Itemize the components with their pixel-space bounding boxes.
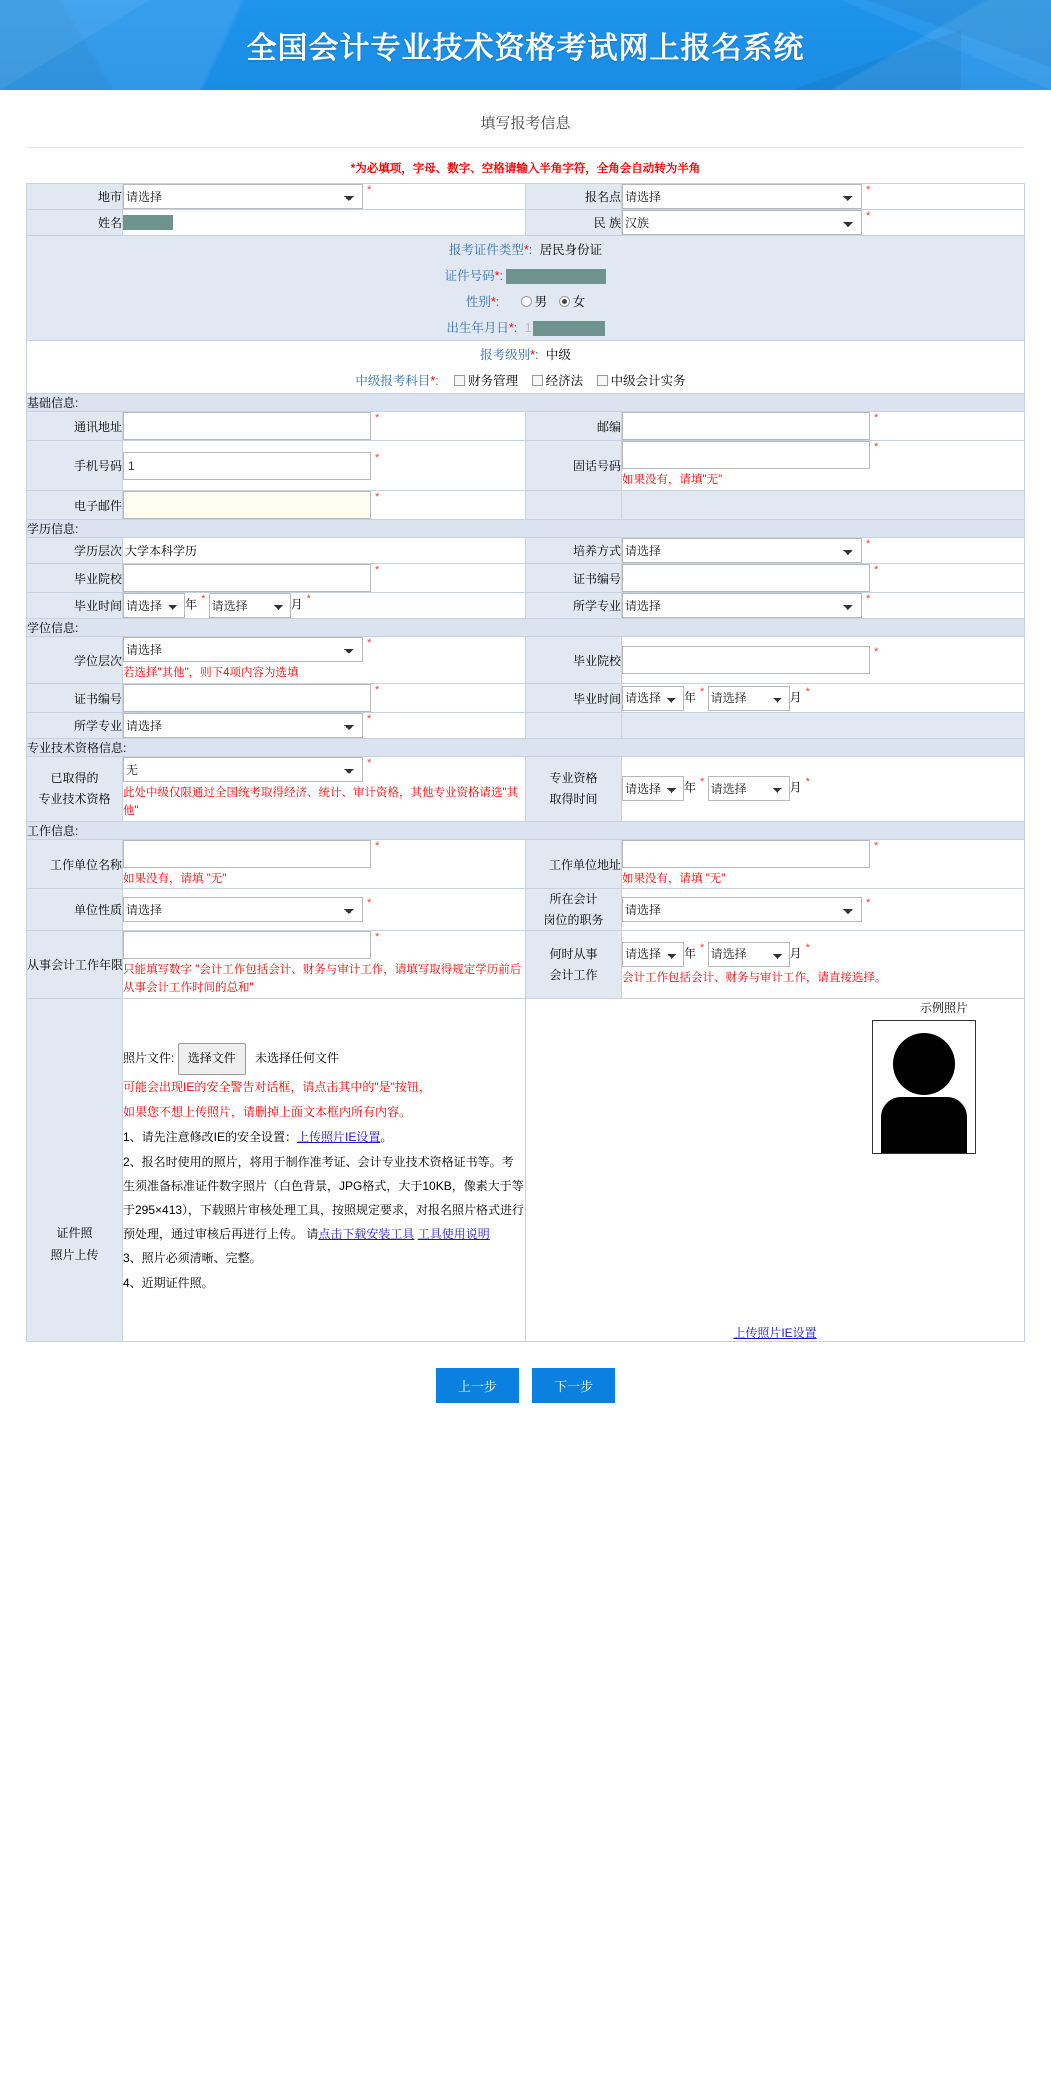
gender-row: 性别*: 男 女 (27, 288, 1024, 314)
registration-form-table (26, 183, 1025, 1342)
header-decor-triangle-left (0, 0, 150, 90)
table-row (27, 564, 1025, 593)
work-post-label (526, 889, 622, 931)
table-row (27, 684, 1025, 713)
zip-field-cell: * (622, 412, 1025, 441)
work-years-label: 从事会计工作年限 (27, 931, 123, 999)
site-select[interactable] (622, 184, 862, 209)
degree-major-label: 所学专业 (27, 713, 123, 739)
table-row (27, 637, 1025, 684)
table-row (27, 821, 1025, 839)
subject-option-2[interactable] (597, 374, 686, 388)
site-header (0, 0, 1051, 90)
edu-grad-field-cell: 请选择 年 * 请选择 月 * (123, 593, 526, 619)
required-fields-note: *为必填项，字母、数字、空格请输入半角字符，全角会自动转为半角 (350, 163, 701, 175)
ie-settings-link-inline[interactable]: 上传照片IE设置 (297, 1129, 381, 1144)
mobile-field-cell: 1* (123, 441, 526, 491)
table-row (27, 593, 1025, 619)
photo-file-label: 照片文件: (123, 1051, 175, 1066)
qual-obtained-label-line1: 已取得的 (50, 771, 99, 786)
cert-type-row: 报考证件类型*: 居民身份证 (448, 243, 603, 257)
section-header-qualification: 专业技术资格信息: (27, 739, 1025, 757)
degree-school-field-cell: * (622, 637, 1025, 684)
degree-school-label: 毕业院校 (526, 637, 622, 684)
edu-level-label: 学历层次 (27, 538, 123, 564)
checkbox-subject-1-icon[interactable] (532, 375, 543, 386)
table-row (27, 619, 1025, 637)
ie-settings-link-wrap (526, 1324, 1024, 1341)
photo-row-label-line1: 证件照 (56, 1226, 93, 1241)
tel-field-cell: * 如果没有，请填"无" (622, 441, 1025, 491)
nation-label: 民 族 (526, 210, 622, 236)
edu-school-label: 毕业院校 (27, 564, 123, 593)
work-company-field-cell: * 如果没有，请填 "无" (123, 839, 526, 889)
degree-level-label: 学位层次 (27, 637, 123, 684)
degree-level-field-cell: 请选择* 若选择"其他"，则下4项内容为选填 (123, 637, 526, 684)
work-post-label-line2: 岗位的职务 (543, 912, 604, 927)
table-row (27, 739, 1025, 757)
work-post-select[interactable] (622, 897, 862, 922)
photo-row-label-line2: 照片上传 (50, 1247, 99, 1262)
birth-row: 出生年月日*: 1 (27, 314, 1024, 340)
table-row (27, 236, 1025, 341)
mobile-input[interactable] (123, 452, 371, 480)
photo-warning-line-2: 如果您不想上传照片，请删掉上面文本框内所有内容。 (123, 1104, 412, 1119)
cert-no-redacted-value (506, 269, 606, 284)
section-header-basic: 基础信息: (27, 394, 1025, 412)
work-nature-select[interactable] (123, 897, 363, 922)
edu-mode-field-cell: 请选择 * (622, 538, 1025, 564)
city-label: 地市 (27, 184, 123, 210)
form-wrap (0, 183, 1051, 1342)
qual-obtained-select[interactable] (123, 757, 363, 782)
degree-certno-input[interactable] (123, 684, 371, 712)
qual-obtained-field-cell: 无* 此处中级仅限通过全国统考取得经济、统计、审计资格，其他专业资格请选"其他" (123, 757, 526, 822)
tel-hint: 如果没有，请填"无" (622, 474, 723, 487)
subject-label-2: 中级会计实务 (610, 374, 686, 389)
edu-certno-label: 证书编号 (526, 564, 622, 593)
work-since-label-line1: 何时从事 (549, 947, 598, 962)
degree-level-hint: 若选择"其他"，则下4项内容为选填 (123, 667, 299, 680)
cert-type-value: 居民身份证 (539, 243, 603, 257)
birth-redacted-value (533, 321, 605, 336)
work-since-field-cell: 请选择年 * 请选择 月 * 会计工作包括会计、财务与审计工作，请直接选择。 (622, 931, 1025, 999)
cert-type-label: 报考证件类型 (448, 243, 524, 257)
photo-warning-line-1: 可能会出现IE的安全警告对话框，请点击其中的"是"按钮， (123, 1079, 431, 1094)
cert-no-row: 证件号码*: (27, 262, 1024, 288)
degree-grad-label: 毕业时间 (526, 684, 622, 713)
sample-photo-image (872, 1020, 976, 1154)
gender-female-label: 女 (572, 295, 586, 310)
qual-obtained-label-line2: 专业技术资格 (38, 791, 111, 806)
degree-major-select[interactable] (123, 713, 363, 738)
work-company-addr-hint: 如果没有，请填 "无" (622, 872, 726, 885)
degree-level-select[interactable] (123, 637, 363, 662)
table-row (27, 713, 1025, 739)
degree-grad-year-select[interactable] (622, 686, 684, 711)
name-redacted-value (123, 215, 173, 230)
address-field-cell: * (123, 412, 526, 441)
identity-readonly-block (27, 236, 1025, 341)
photo-item-3: 3、照片必须清晰、完整。 (123, 1251, 262, 1266)
empty-field-cell (622, 491, 1025, 520)
table-row (27, 341, 1025, 394)
qual-obtained-hint: 此处中级仅限通过全国统考取得经济、统计、审计资格，其他专业资格请选"其他" (123, 787, 519, 817)
work-years-field-cell: * 只能填写数字 "会计工作包括会计、财务与审计工作，请填写取得规定学历前后从事会计工作时间的总和" (123, 931, 526, 999)
work-company-hint: 如果没有，请填 "无" (123, 872, 227, 885)
work-since-month-select[interactable] (708, 942, 790, 967)
gender-male-option[interactable] (521, 292, 548, 310)
prev-step-button[interactable]: 上一步 (436, 1368, 519, 1403)
edu-school-field-cell: * (123, 564, 526, 593)
photo-sample-cell (526, 998, 1025, 1341)
subject-option-1[interactable] (532, 374, 584, 388)
table-row (27, 538, 1025, 564)
table-row (27, 441, 1025, 491)
degree-major-field-cell: 请选择 * (123, 713, 526, 739)
exam-level-row: 报考级别*: 中级 (480, 348, 571, 363)
work-since-hint: 会计工作包括会计、财务与审计工作，请直接选择。 (622, 971, 887, 984)
qual-time-year-select[interactable] (622, 776, 684, 801)
site-field-cell (622, 184, 1025, 210)
work-company-addr-field-cell: * 如果没有，请填 "无" (622, 839, 1025, 889)
site-title: 全国会计专业技术资格考试网上报名系统 (246, 32, 805, 65)
header-decor-triangle-bottom (791, 30, 961, 90)
qual-obtained-label (27, 757, 123, 822)
ie-settings-link[interactable]: 上传照片IE设置 (733, 1325, 817, 1340)
qual-time-label-line2: 取得时间 (549, 791, 598, 806)
email-field-cell: * (123, 491, 526, 520)
work-post-field-cell: 请选择* (622, 889, 1025, 931)
birth-label: 出生年月日 (446, 321, 509, 336)
gender-male-label: 男 (534, 295, 548, 310)
subject-option-0[interactable] (454, 374, 518, 388)
work-since-year-select[interactable] (622, 942, 684, 967)
work-since-label-line2: 会计工作 (549, 967, 598, 982)
empty-field-cell (622, 713, 1025, 739)
required-star: * (866, 184, 871, 196)
photo-file-row (123, 1043, 525, 1074)
file-status-text: 未选择任何文件 (255, 1051, 340, 1066)
photo-instructions-cell (123, 998, 526, 1341)
qual-time-field-cell: 请选择年 * 请选择 月 * (622, 757, 1025, 822)
photo-item-1-pre: 1、请先注意修改IE的安全设置： (123, 1129, 298, 1144)
work-since-label (526, 931, 622, 999)
name-label: 姓名 (27, 210, 123, 236)
edu-school-input[interactable] (123, 564, 371, 592)
degree-certno-field-cell: * (123, 684, 526, 713)
avatar-head-icon (893, 1033, 955, 1095)
edu-grad-label: 毕业时间 (27, 593, 123, 619)
degree-grad-field-cell: 请选择 年 * 请选择 月 * (622, 684, 1025, 713)
table-row (27, 412, 1025, 441)
next-step-button[interactable]: 下一步 (532, 1368, 615, 1403)
qual-time-month-select[interactable] (708, 776, 790, 801)
edu-grad-year-select[interactable] (123, 593, 185, 618)
avatar-body-icon (881, 1097, 967, 1153)
section-header-degree: 学位信息: (27, 619, 1025, 637)
page-title: 填写报考信息 (480, 115, 571, 132)
mobile-label: 手机号码 (27, 441, 123, 491)
site-label: 报名点 (526, 184, 622, 210)
choose-file-button[interactable]: 选择文件 (178, 1043, 246, 1074)
address-input[interactable] (123, 412, 371, 440)
required-star: * (367, 184, 372, 196)
email-input[interactable] (123, 491, 371, 519)
exam-block (27, 341, 1025, 394)
page-title-wrap (0, 90, 1051, 147)
work-years-input[interactable] (123, 931, 371, 959)
city-select[interactable] (123, 184, 363, 209)
city-field-cell (123, 184, 526, 210)
subject-label-1: 经济法 (545, 374, 584, 389)
exam-level-value: 中级 (545, 348, 571, 363)
checkbox-subject-0-icon[interactable] (454, 375, 465, 386)
required-star: * (866, 210, 871, 222)
table-row (27, 394, 1025, 412)
name-field-cell (123, 210, 526, 236)
work-company-label: 工作单位名称 (27, 839, 123, 889)
section-header-work: 工作信息: (27, 821, 1025, 839)
subject-label-0: 财务管理 (468, 374, 519, 389)
tool-manual-link[interactable]: 工具使用说明 (417, 1227, 490, 1242)
section-header-education: 学历信息: (27, 520, 1025, 538)
tel-input[interactable] (622, 441, 870, 469)
edu-level-field-cell (123, 538, 526, 564)
photo-item-4: 4、近期证件照。 (123, 1276, 214, 1291)
cert-no-label: 证件号码 (444, 269, 495, 283)
edu-major-select[interactable] (622, 593, 862, 618)
photo-item-1 (123, 1125, 525, 1150)
table-row-photo (27, 998, 1025, 1341)
email-label: 电子邮件 (27, 491, 123, 520)
photo-item-1-post: 。 (380, 1129, 393, 1144)
empty-label-cell (526, 491, 622, 520)
work-nature-label: 单位性质 (27, 889, 123, 931)
empty-label-cell (526, 713, 622, 739)
table-row (27, 491, 1025, 520)
edu-grad-month-select[interactable] (209, 593, 291, 618)
work-nature-field-cell: 请选择 * (123, 889, 526, 931)
nation-field-cell (622, 210, 1025, 236)
table-row (27, 839, 1025, 889)
work-post-label-line1: 所在会计 (549, 892, 598, 907)
qual-time-label-line1: 专业资格 (549, 771, 598, 786)
qual-time-label (526, 757, 622, 822)
address-label: 通讯地址 (27, 412, 123, 441)
gender-label: 性别 (465, 295, 491, 310)
exam-level-label: 报考级别 (480, 348, 531, 363)
table-row (27, 889, 1025, 931)
table-row (27, 520, 1025, 538)
edu-major-field-cell: 请选择 * (622, 593, 1025, 619)
degree-school-input[interactable] (622, 646, 870, 674)
degree-certno-label: 证书编号 (27, 684, 123, 713)
edu-level-value: 大学本科学历 (125, 544, 198, 559)
table-row (27, 210, 1025, 236)
sample-photo-caption: 示例照片 (919, 1000, 968, 1015)
table-row (27, 184, 1025, 210)
work-years-hint: 只能填写数字 "会计工作包括会计、财务与审计工作，请填写取得规定学历前后从事会计工作时间的总和" (123, 964, 522, 995)
form-action-bar (0, 1342, 1051, 1425)
work-company-input[interactable] (123, 840, 371, 868)
work-company-addr-label: 工作单位地址 (526, 839, 622, 889)
edu-mode-label: 培养方式 (526, 538, 622, 564)
radio-female-icon[interactable] (559, 296, 570, 307)
exam-subject-label: 中级报考科目 (355, 374, 431, 389)
table-row (27, 931, 1025, 999)
download-tool-link[interactable]: 点击下载安装工具 (318, 1227, 415, 1242)
degree-grad-month-select[interactable] (708, 686, 790, 711)
gender-female-option[interactable] (559, 292, 586, 310)
work-company-addr-input[interactable] (622, 840, 870, 868)
photo-item-2-text: 2、报名时使用的照片，将用于制作准考证、会计专业技术资格证书等。考生须准备标准证件数字照片（白色背景，JPG格式，大于10KB，像素大于等于295×413），下载照片审核处理工具，按照规定要求，对报名照片格式进行预处理，通过审核后再进行上传。 请 (123, 1155, 525, 1242)
radio-male-icon[interactable] (521, 296, 532, 307)
nation-select[interactable] (622, 210, 862, 235)
table-row (27, 757, 1025, 822)
zip-input[interactable] (622, 412, 870, 440)
edu-major-label: 所学专业 (526, 593, 622, 619)
photo-row-label (27, 998, 123, 1341)
edu-certno-field-cell: * (622, 564, 1025, 593)
photo-item-2 (123, 1150, 525, 1246)
edu-certno-input[interactable] (622, 564, 870, 592)
checkbox-subject-2-icon[interactable] (597, 375, 608, 386)
zip-label: 邮编 (526, 412, 622, 441)
exam-subject-row: 中级报考科目*: 财务管理 经济法 中级会计实务 (355, 374, 686, 389)
edu-mode-select[interactable] (622, 538, 862, 563)
tel-label: 固话号码 (526, 441, 622, 491)
